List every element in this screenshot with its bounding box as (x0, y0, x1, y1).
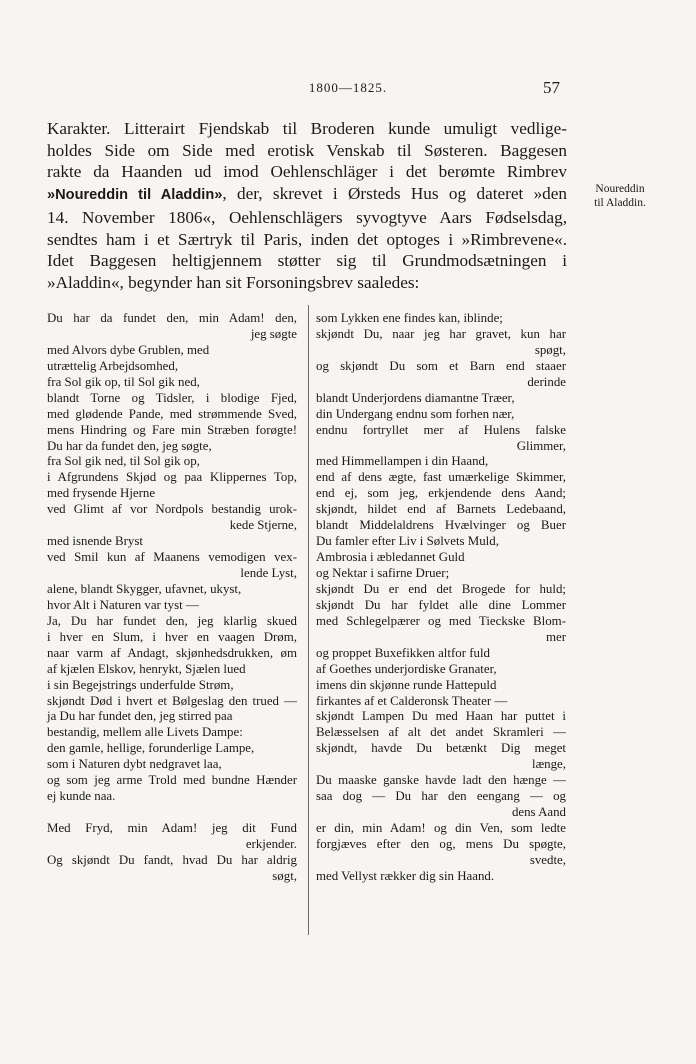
verse-line: naar varm af Andagt, skjønhedsdrukken, øm (47, 645, 297, 660)
verse-line: fra Sol gik ned, til Sol gik op, (47, 454, 200, 469)
verse-line: Med Fryd, min Adam! jeg dit Fund (47, 821, 297, 835)
intro-line: sendtes ham i et Særtryk til Paris, inden det optoges i »Rimbrevene«. (47, 229, 567, 249)
verse-line: imens din skjønne runde Hattepuld (316, 677, 497, 692)
verse-line: kede Stjerne, (229, 518, 297, 533)
intro-line: »Aladdin«, begynder han sit Forsoningsbrev saaledes: (47, 272, 420, 292)
verse-line: i sin Begejstrings underfulde Strøm, (47, 677, 234, 692)
verse-line: og som jeg arme Trold med bundne Hænder (47, 773, 297, 788)
verse-line: og proppet Buxefikken altfor fuld (316, 645, 490, 660)
verse-line: med Schlegelpærer og med Tieckske Blom- (316, 613, 566, 628)
verse-line: og Nektar i safirne Druer; (316, 566, 450, 580)
verse-line: mens Hindring og Fare min Stræben forøgte! (47, 422, 297, 437)
verse-line: Du maaske ganske havde ladt den hænge — (316, 773, 566, 788)
verse-line: firkantes af et Calderonsk Theater — (316, 693, 508, 708)
intro-line: rakte da Haanden ud imod Oehlenschläger i det berømte Rimbrev (47, 162, 567, 182)
verse-line: ja Du har fundet den, jeg stirred paa (47, 709, 233, 724)
verse-line: utrættelig Arbejdsomhed, (47, 358, 179, 373)
verse-line: end ej, som jeg, erkjendende dens Aand; (316, 486, 566, 501)
verse-line: med Himmellampen i din Haand, (316, 454, 489, 469)
verse-line: Belæsselsen af alt det andet Skramleri — (316, 725, 566, 740)
verse-line: Ja, Du har fundet den, jeg klarlig skued (47, 613, 297, 628)
intro-line-with-title: »Noureddin til Aladdin», der, skrevet i Ørsteds Hus og dateret »den (47, 184, 567, 204)
verse-line: spøgt, (534, 342, 566, 357)
verse-line: af Goethes underjordiske Granater, (316, 661, 497, 676)
verse-line: skjøndt Du, naar jeg har gravet, kun har (316, 326, 566, 341)
verse-line: Du har da fundet den, jeg søgte, (47, 438, 212, 453)
verse-line: Du famler efter Liv i Sølvets Muld, (316, 534, 499, 549)
verse-line: er din, min Adam! og din Ven, som ledte (316, 821, 566, 835)
verse-line: forgjæves efter den og, mens Du spøgte, (316, 836, 566, 851)
verse-line: hvor Alt i Naturen var tyst — (47, 597, 199, 612)
verse-line: skjøndt, havde Du betænkt Dig meget (316, 741, 566, 756)
verse-line: i hver en Slum, i hver en vaagen Drøm, (47, 629, 297, 644)
verse-line: fra Sol gik op, til Sol gik ned, (47, 374, 200, 389)
verse-line: blandt Middelaldrens Hvælvinger og Buer (316, 518, 566, 533)
verse-line: dens Aand (511, 805, 566, 820)
verse-line: søgt, (272, 868, 297, 883)
verse-line: Og skjøndt Du fandt, hvad Du har aldrig (47, 852, 297, 867)
verse-line: svedte, (529, 852, 566, 867)
margin-note-line: til Aladdin. (594, 197, 646, 209)
verse-line: blandt Torne og Tidsler, i blodige Fjed, (47, 390, 297, 405)
verse-line: med glødende Pande, med strømmende Sved, (47, 406, 297, 421)
poem-title: »Noureddin til Aladdin» (47, 187, 223, 204)
verse-line: som i Naturen dybt nedgravet laa, (47, 757, 222, 772)
page-number: 57 (543, 78, 560, 97)
verse-line: blandt Underjordens diamantne Træer, (316, 390, 515, 405)
running-head: 1800—1825. (308, 80, 388, 95)
verse-line: lende Lyst, (240, 566, 297, 580)
verse-line: af kjælen Elskov, henrykt, Sjælen lued (47, 661, 246, 676)
verse-line: endnu fortryllet mer af Hulens falske (316, 422, 566, 437)
verse-line: skjøndt Du er end det Brogede for huld; (316, 581, 566, 596)
verse-line: med Alvors dybe Grublen, med (47, 342, 210, 357)
column-divider (308, 305, 309, 935)
verse-line: skjøndt, hildet end af Barnets Ledebaand, (316, 502, 566, 517)
verse-line: og skjøndt Du som et Barn end staaer (316, 358, 566, 373)
verse-line: længe, (531, 757, 566, 772)
intro-line: 14. November 1806«, Oehlenschlägers syvogtyve Aars Fødselsdag, (47, 207, 567, 227)
verse-line: med frysende Hjerne (47, 486, 156, 501)
intro-line: Idet Baggesen heltigjennem støtter sig til Grundmodsætningen i (47, 251, 567, 271)
poem-column-right (316, 311, 566, 885)
verse-line: ved Glimt af vor Nordpols bestandig urok- (47, 502, 297, 517)
verse-line: Ambrosia i æbledannet Guld (316, 550, 465, 565)
verse-line: derinde (527, 374, 566, 389)
intro-line: Karakter. Litterairt Fjendskab til Broderen kunde umuligt vedlige- (47, 119, 567, 138)
verse-line: end af dens ægte, fast umærkelige Skimmer, (316, 470, 566, 485)
verse-line: som Lykken ene findes kan, iblinde; (316, 311, 503, 325)
verse-line: i Afgrundens Skjød og paa Klippernes Top, (47, 470, 297, 485)
verse-line: saa dog — Du har den eengang — og (316, 789, 566, 804)
verse-line: Glimmer, (516, 438, 566, 453)
verse-line: jeg søgte (250, 326, 297, 341)
verse-line: med Vellyst rækker dig sin Haand. (316, 868, 495, 883)
verse-line: den gamle, hellige, forunderlige Lampe, (47, 741, 255, 756)
verse-line: mer (545, 629, 566, 644)
verse-line: skjøndt Du har fyldet alle dine Lommer (316, 597, 566, 612)
verse-line: bestandig, mellem alle Livets Dampe: (47, 725, 243, 740)
verse-line: skjøndt Lampen Du med Haan har puttet i (316, 709, 566, 724)
verse-line: erkjender. (245, 836, 297, 851)
verse-line: alene, blandt Skygger, ufavnet, ukyst, (47, 581, 242, 596)
margin-note (578, 182, 662, 210)
poem-column-left (47, 311, 297, 885)
intro-line: holdes Side om Side med erotisk Venskab til Søsteren. Baggesen (47, 140, 567, 160)
verse-line: ej kunde naa. (47, 789, 116, 804)
verse-line: ved Smil kun af Maanens vemodigen vex- (47, 550, 297, 565)
verse-line: Du har da fundet den, min Adam! den, (47, 311, 297, 325)
verse-line: med isnende Bryst (47, 534, 143, 549)
verse-line: skjøndt Død i hvert et Bølgeslag den trued — (47, 693, 297, 708)
stanza-break (47, 805, 297, 821)
verse-line: din Undergang endnu som forhen nær, (316, 406, 515, 421)
intro-paragraph (47, 118, 567, 294)
margin-note-line: Noureddin (595, 183, 645, 195)
